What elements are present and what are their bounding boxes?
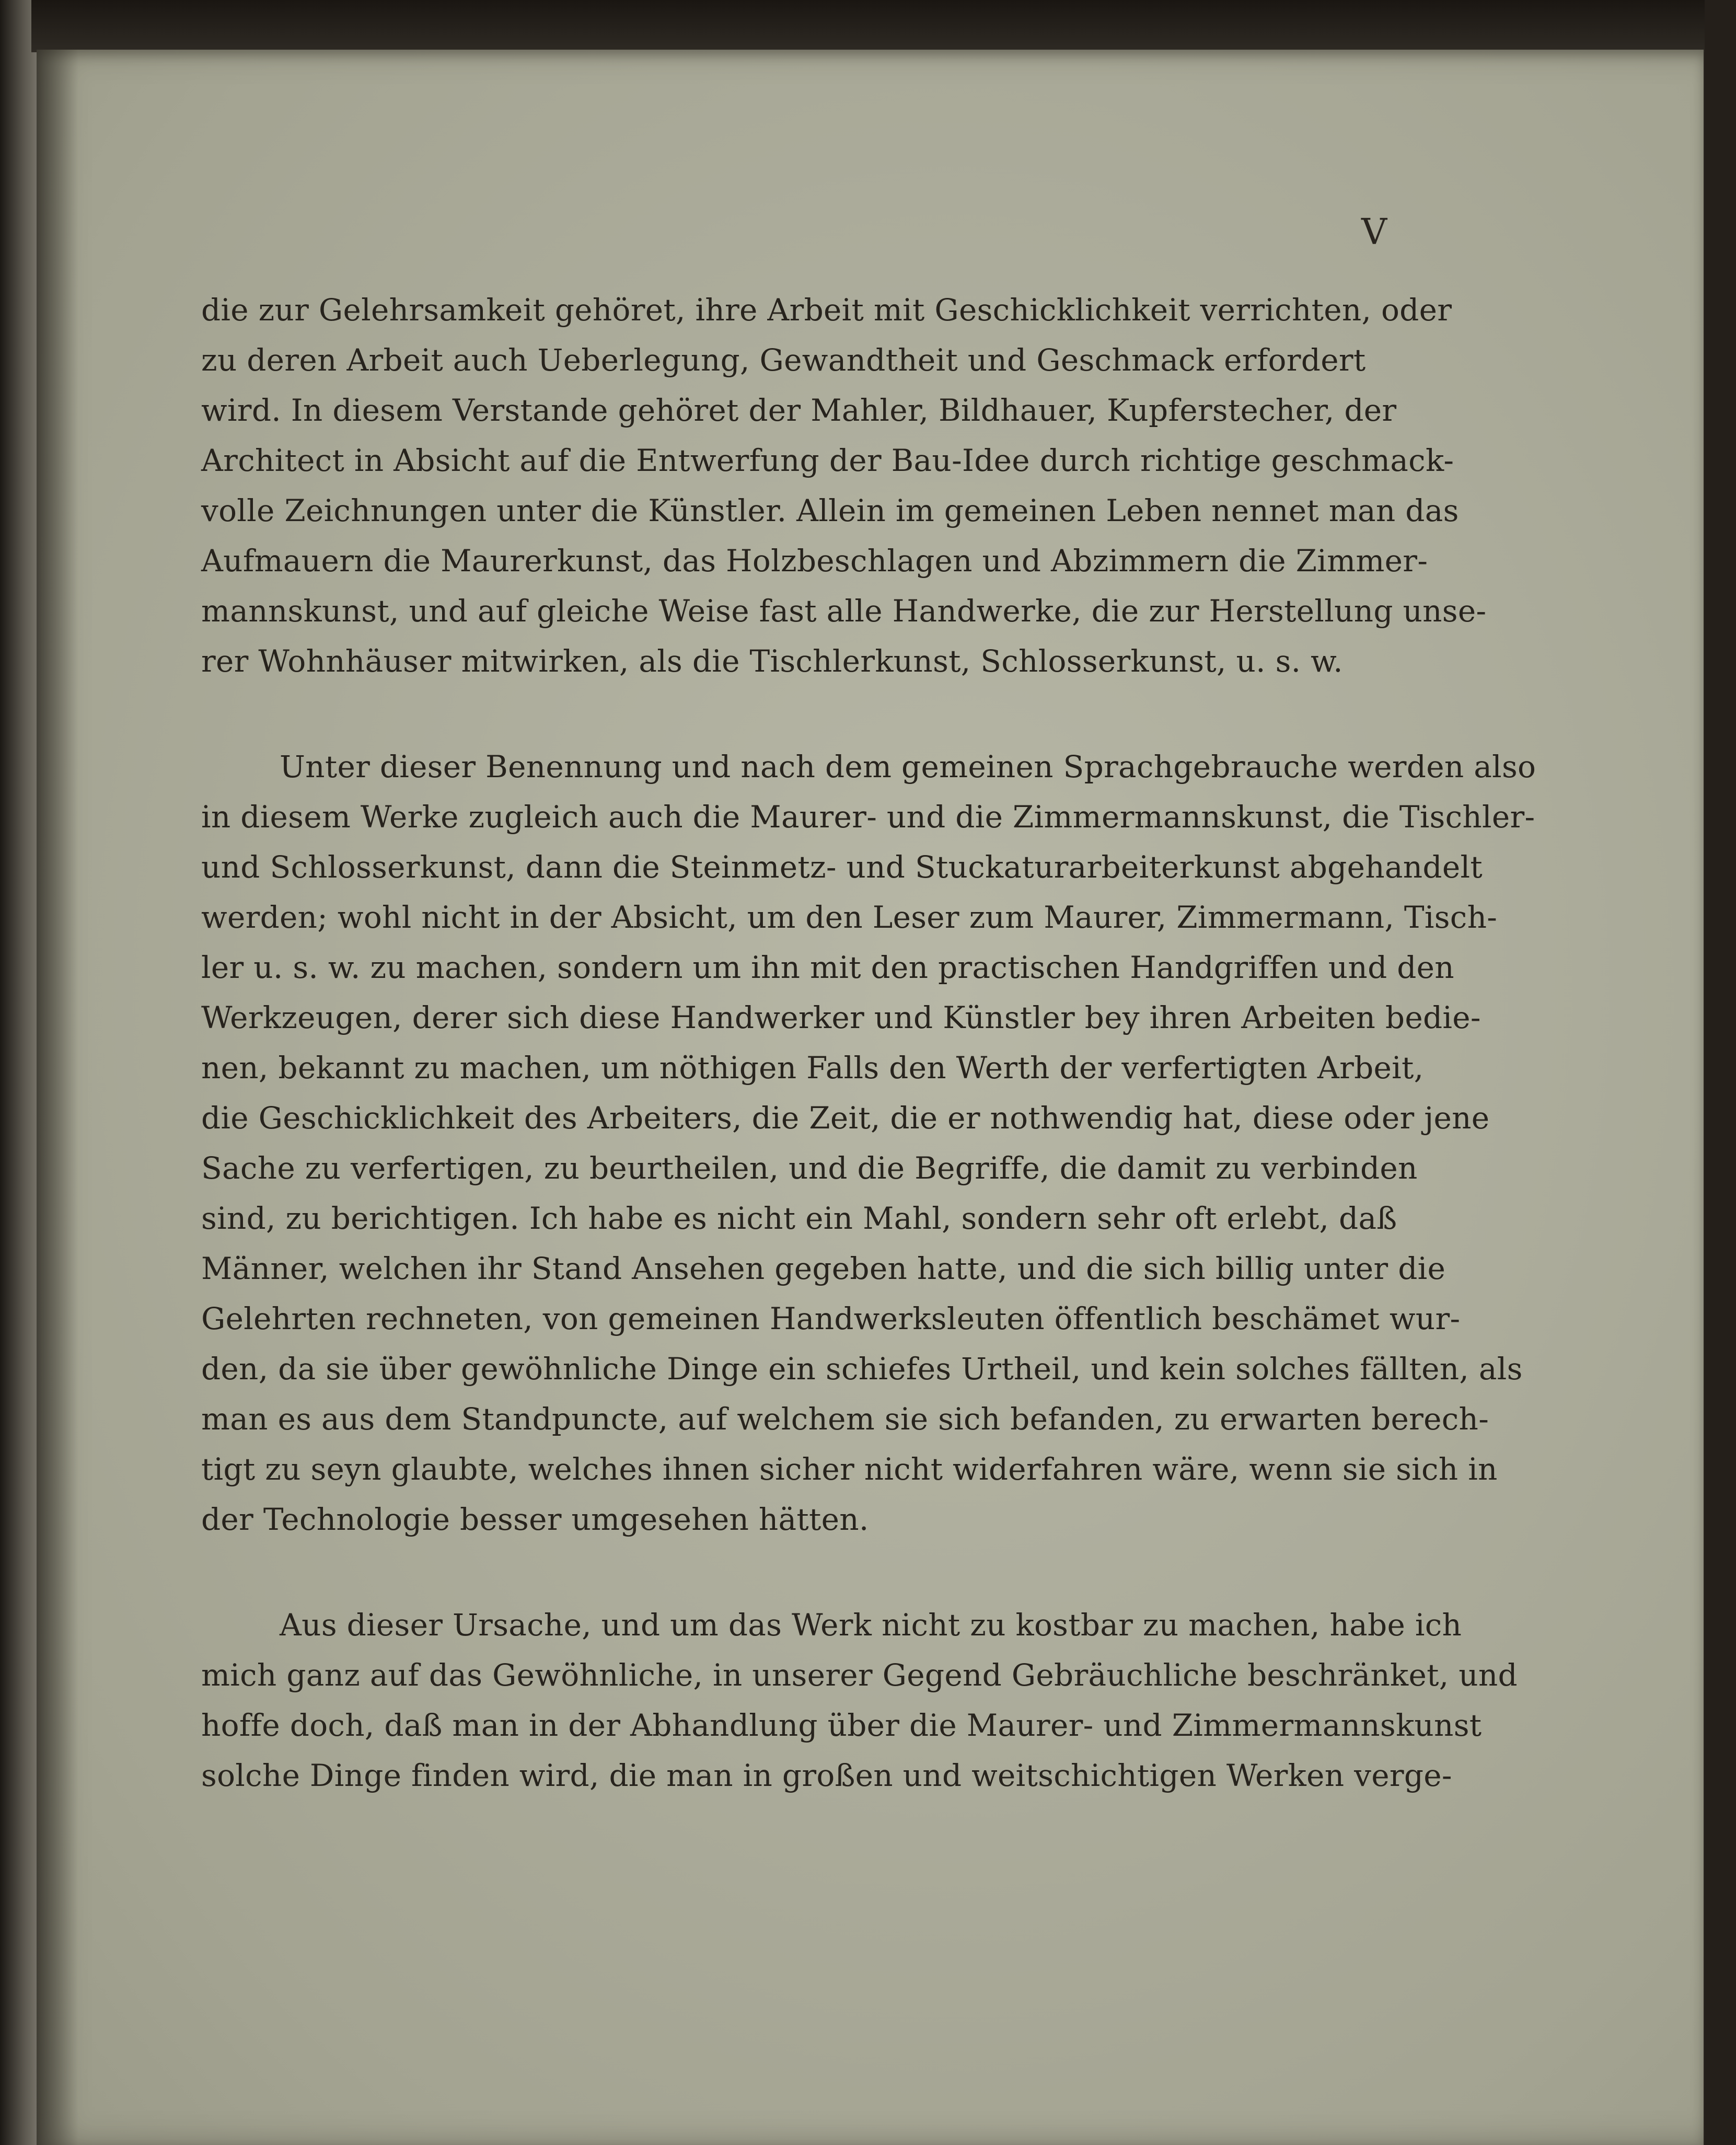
text-line: rer Wohnhäuser mitwirken, als die Tischlerkunst, Schlosserkunst, u. s. w. [201,643,1343,679]
text-line: Werkzeugen, derer sich diese Handwerker und Künstler bey ihren Arbeiten bedie- [201,1000,1481,1035]
paragraph-gap [201,1544,1398,1600]
text-line: mannskunst, und auf gleiche Weise fast alle Handwerke, die zur Herstellung unse- [201,593,1487,629]
text-line: wird. In diesem Verstande gehöret der Mahler, Bildhauer, Kupferstecher, der [201,393,1397,428]
text-line: nen, bekannt zu machen, um nöthigen Falls den Werth der verfertigten Arbeit, [201,1050,1424,1086]
text-line: sind, zu berichtigen. Ich habe es nicht ein Mahl, sondern sehr oft erlebt, daß [201,1201,1397,1236]
text-line: der Technologie besser umgesehen hätten. [201,1502,869,1537]
text-line: die zur Gelehrsamkeit gehöret, ihre Arbeit mit Geschicklichkeit verrichten, oder [201,292,1452,328]
text-line: die Geschicklichkeit des Arbeiters, die Zeit, die er nothwendig hat, diese oder jene [201,1100,1490,1136]
text-line: Aus dieser Ursache, und um das Werk nicht zu kostbar zu machen, habe ich [280,1607,1462,1643]
paragraph-gap [201,686,1398,742]
text-line: Unter dieser Benennung und nach dem gemeinen Sprachgebrauche werden also [280,749,1536,785]
paragraph [201,1600,1518,1801]
body-text [201,285,1536,1801]
text-line: ler u. s. w. zu machen, sondern um ihn mit den practischen Handgriffen und den [201,950,1454,985]
text-line: den, da sie über gewöhnliche Dinge ein schiefes Urtheil, und kein solches fällten, als [201,1351,1523,1387]
paragraph [201,285,1487,686]
text-line: Aufmauern die Maurerkunst, das Holzbeschlagen und Abzimmern die Zimmer- [201,543,1428,579]
text-line: hoffe doch, daß man in der Abhandlung über die Maurer- und Zimmermannskunst [201,1708,1482,1743]
text-line: solche Dinge finden wird, die man in großen und weitschichtigen Werken verge- [201,1758,1452,1793]
scan-background-right [1705,0,1736,2145]
text-line: mich ganz auf das Gewöhnliche, in unserer Gegend Gebräuchliche beschränket, und [201,1657,1518,1693]
text-line: zu deren Arbeit auch Ueberlegung, Gewandtheit und Geschmack erfordert [201,342,1366,378]
text-line: werden; wohl nicht in der Absicht, um den Leser zum Maurer, Zimmermann, Tisch- [201,899,1498,935]
text-line: Sache zu verfertigen, zu beurtheilen, und die Begriffe, die damit zu verbinden [201,1150,1418,1186]
text-line: und Schlosserkunst, dann die Steinmetz- und Stuckaturarbeiterkunst abgehandelt [201,849,1483,885]
text-line: Männer, welchen ihr Stand Ansehen gegeben hatte, und die sich billig unter die [201,1251,1446,1286]
text-line: man es aus dem Standpuncte, auf welchem sie sich befanden, zu erwarten berech- [201,1401,1489,1437]
text-line: in diesem Werke zugleich auch die Maurer- und die Zimmermannskunst, die Tischler- [201,799,1535,835]
text-line: tigt zu seyn glaubte, welches ihnen sicher nicht widerfahren wäre, wenn sie sich in [201,1451,1498,1487]
text-line: Architect in Absicht auf die Entwerfung der Bau-Idee durch richtige geschmack- [201,443,1454,478]
gutter-shadow [37,50,78,2145]
text-line: volle Zeichnungen unter die Künstler. Allein im gemeinen Leben nennet man das [201,493,1459,528]
page-number: V [1361,212,1387,253]
scan-background-top [31,0,1736,52]
paragraph [201,742,1536,1544]
text-line: Gelehrten rechneten, von gemeinen Handwerksleuten öffentlich beschämet wur- [201,1301,1461,1336]
